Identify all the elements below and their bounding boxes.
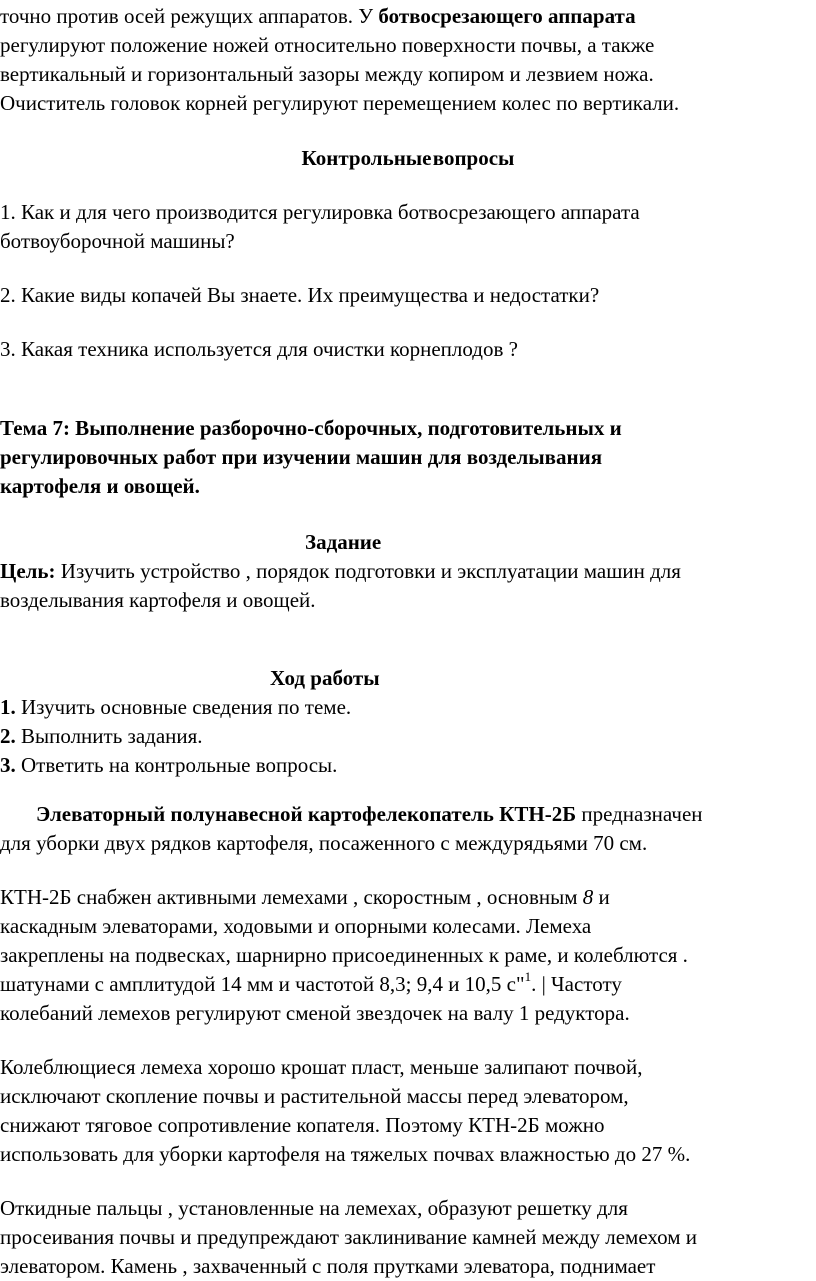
intro-line-2: регулируют положение ножей относительно поверхности почвы, а также [0, 33, 655, 57]
machine-name: Элеваторный полунавесной картофелекопатель КТН-2Б [36, 802, 577, 826]
para2-line-3: закреплены на подвесках, шарнирно присоединенных к раме, и колеблются . [0, 943, 688, 967]
para1-line-2: для уборки двух рядков картофеля, посаженного с междурядьями 70 см. [0, 831, 648, 855]
step-number: 3. [0, 753, 16, 777]
question-2: 2. Какие виды копачей Вы знаете. Их преимущества и недостатки? [0, 283, 600, 307]
topic-line-3: картофеля и овощей. [0, 474, 200, 498]
topic-line-1: Тема 7: Выполнение разборочно-сборочных, подготовительных и [0, 416, 622, 440]
intro-line-4: Очиститель головок корней регулируют перемещением колес по вертикали. [0, 91, 680, 115]
intro-line-1 [0, 2, 636, 31]
para4-line-3: элеватором. Камень , захваченный с поля прутками элеватора, поднимает [0, 1254, 656, 1278]
para1-text: предназначен [576, 802, 703, 826]
workflow-step [0, 722, 203, 751]
para3-line-3: снижают тяговое сопротивление копателя. Поэтому КТН-2Б можно [0, 1113, 605, 1137]
goal-line-2: возделывания картофеля и овощей. [0, 588, 316, 612]
goal-text: Изучить устройство , порядок подготовки и эксплуатации машин для [55, 559, 681, 583]
para2-text: и [593, 885, 610, 909]
para3-line-4: использовать для уборки картофеля на тяжелых почвах влажностью до 27 %. [0, 1142, 691, 1166]
para3-line-2: исключают скопление почвы и растительной массы перед элеватором, [0, 1084, 629, 1108]
question-3: 3. Какая техника используется для очистки корнеплодов ? [0, 337, 518, 361]
para4-line-1: Откидные пальцы , установленные на лемехах, образуют решетку для [0, 1196, 628, 1220]
step-number: 1. [0, 695, 16, 719]
questions-heading: Контрольные вопросы [301, 146, 515, 170]
para2-text: КТН-2Б снабжен активными лемехами , скоростным , основным [0, 885, 583, 909]
goal-label: Цель: [0, 559, 56, 583]
step-text: Выполнить задания. [15, 724, 203, 748]
goal-line-1 [0, 557, 681, 586]
para1-line-1 [36, 800, 703, 829]
topic-line-2: регулировочных работ при изучении машин для возделывания [0, 445, 603, 469]
step-text: Ответить на контрольные вопросы. [15, 753, 338, 777]
intro-bold-term: ботвосрезающего аппарата [378, 4, 636, 28]
para3-line-1: Колеблющиеся лемеха хорошо крошат пласт, меньше залипают почвой, [0, 1055, 643, 1079]
para4-line-2: просеивания почвы и предупреждают заклинивание камней между лемехом и [0, 1225, 697, 1249]
para2-line-1 [0, 883, 610, 912]
intro-text: точно против осей режущих аппаратов. У [0, 4, 379, 28]
para2-text: . | Частоту [531, 972, 622, 996]
question-1-line-2: ботвоуборочной машины? [0, 229, 235, 253]
step-number: 2. [0, 724, 16, 748]
workflow-step [0, 693, 351, 722]
task-heading: Задание [305, 530, 382, 554]
intro-line-3: вертикальный и горизонтальный зазоры между копиром и лезвием ножа. [0, 62, 654, 86]
para2-line-5: колебаний лемехов регулируют сменой звездочек на валу 1 редуктора. [0, 1001, 630, 1025]
para2-text: шатунами с амплитудой 14 мм и частотой 8,3; 9,4 и 10,5 с" [0, 972, 525, 996]
para2-italic-number: 8 [582, 885, 594, 909]
superscript: 1 [524, 969, 532, 984]
workflow-step [0, 751, 337, 780]
workflow-heading: Ход работы [270, 666, 380, 690]
step-text: Изучить основные сведения по теме. [15, 695, 352, 719]
question-1-line-1: 1. Как и для чего производится регулировка ботвосрезающего аппарата [0, 200, 640, 224]
para2-line-4 [0, 970, 622, 999]
para2-line-2: каскадным элеваторами, ходовыми и опорными колесами. Лемеха [0, 914, 592, 938]
